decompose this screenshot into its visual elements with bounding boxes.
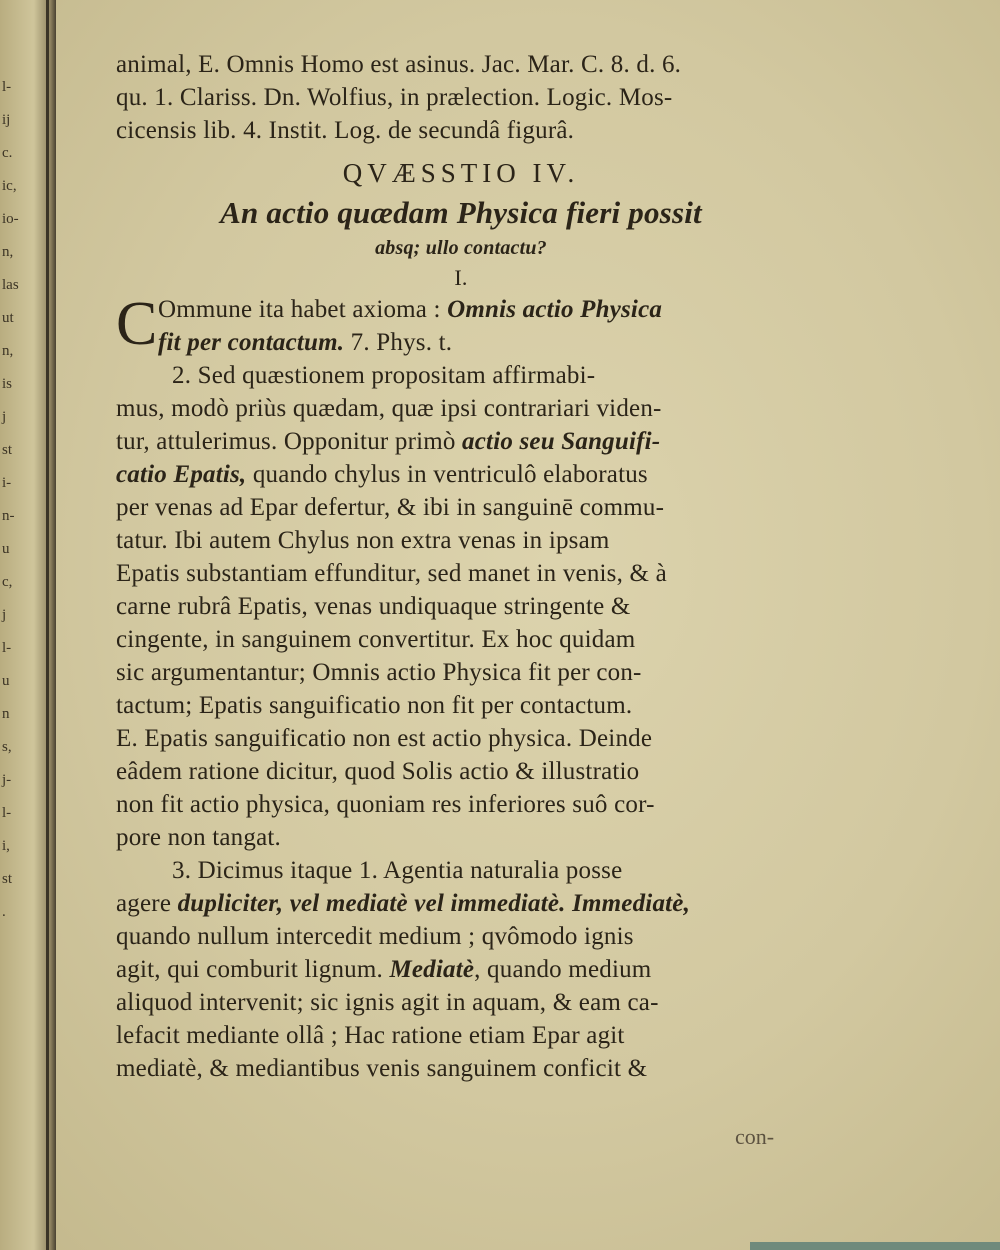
margin-fragment: s, [2,739,12,755]
margin-fragment: n [2,706,10,722]
margin-fragment: st [2,871,13,887]
gutter-shadow-line [46,0,49,1250]
text-line: 3. Dicimus itaque 1. Agentia naturalia posse [172,857,623,884]
text-line: sic argumentantur; Omnis actio Physica fit per con- [116,659,642,686]
margin-fragment: n, [2,343,14,359]
text-line: cingente, in sanguinem convertitur. Ex hoc quidam [116,626,636,653]
margin-fragment: las [2,277,19,293]
text-line: mediatè, & mediantibus venis sanguinem conficit & [116,1055,648,1082]
margin-fragment: l- [2,79,12,95]
bottom-edge-strip [750,1242,1000,1250]
margin-fragment: j [2,409,7,425]
text-line: tur, attulerimus. Opponitur primò actio seu Sanguifi- [116,428,661,455]
text-line: eâdem ratione dicitur, quod Solis actio & illustratio [116,758,640,785]
margin-fragment: u [2,541,10,557]
text-line: lefacit mediante ollâ ; Hac ratione etiam Epar agit [116,1022,625,1049]
text-line: E. Epatis sanguificatio non est actio physica. Deinde [116,725,653,752]
margin-fragment: j [2,607,7,623]
paragraph-2 [116,359,806,854]
text-line: tatur. Ibi autem Chylus non extra venas in ipsam [116,527,610,554]
text-line: animal, E. Omnis Homo est asinus. Jac. Mar. C. 8. d. 6. [116,51,682,78]
question-heading: QVÆSSTIO IV. [342,158,580,188]
margin-fragment: ic, [2,178,17,194]
page-text [116,48,806,1085]
margin-fragment: io- [2,211,19,227]
question-title: An actio quædam Physica fieri possit [220,195,702,230]
facing-page-fragments [2,80,20,938]
text-line: Ommune ita habet axioma : Omnis actio Physica [158,296,663,323]
text-line: quando nullum intercedit medium ; qvômodo ignis [116,923,634,950]
text-line: per venas ad Epar defertur, & ibi in sanguinē commu- [116,494,665,521]
margin-fragment: ij [2,112,11,128]
margin-fragment: n- [2,508,15,524]
catchword: con- [735,1124,775,1149]
margin-fragment: is [2,376,13,392]
margin-fragment: st [2,442,13,458]
text-line: non fit actio physica, quoniam res inferiores suô cor- [116,791,655,818]
margin-fragment: u [2,673,10,689]
margin-fragment: i, [2,838,10,854]
text-line: 2. Sed quæstionem propositam affirmabi- [172,362,596,389]
section-numeral: I. [454,265,468,290]
drop-initial: C [116,290,158,358]
paragraph-3 [116,854,806,1085]
text-line: cicensis lib. 4. Instit. Log. de secundâ figurâ. [116,117,575,144]
text-line: catio Epatis, quando chylus in ventriculô elaboratus [116,461,648,488]
paragraph-1 [116,290,806,359]
question-subtitle: absq; ullo contactu? [375,237,547,259]
margin-fragment: l- [2,805,12,821]
margin-fragment: c. [2,145,13,161]
margin-fragment: j- [2,772,12,788]
text-line: fit per contactum. 7. Phys. t. [158,329,453,356]
margin-fragment: ut [2,310,14,326]
text-line: pore non tangat. [116,824,281,851]
margin-fragment: l- [2,640,12,656]
text-line: qu. 1. Clariss. Dn. Wolfius, in prælection. Logic. Mos- [116,84,673,111]
text-line: tactum; Epatis sanguificatio non fit per contactum. [116,692,633,719]
margin-fragment: n, [2,244,14,260]
text-line: mus, modò priùs quædam, quæ ipsi contrariari viden- [116,395,662,422]
text-line: carne rubrâ Epatis, venas undiquaque stringente & [116,593,631,620]
margin-fragment: c, [2,574,13,590]
text-line: Epatis substantiam effunditur, sed manet in venis, & à [116,560,667,587]
margin-fragment: i- [2,475,12,491]
text-line: agit, qui comburit lignum. Mediatè, quando medium [116,956,652,983]
margin-fragment: . [2,904,6,920]
text-line: agere dupliciter, vel mediatè vel immediatè. Immediatè, [116,890,691,917]
text-line: aliquod intervenit; sic ignis agit in aquam, & eam ca- [116,989,659,1016]
